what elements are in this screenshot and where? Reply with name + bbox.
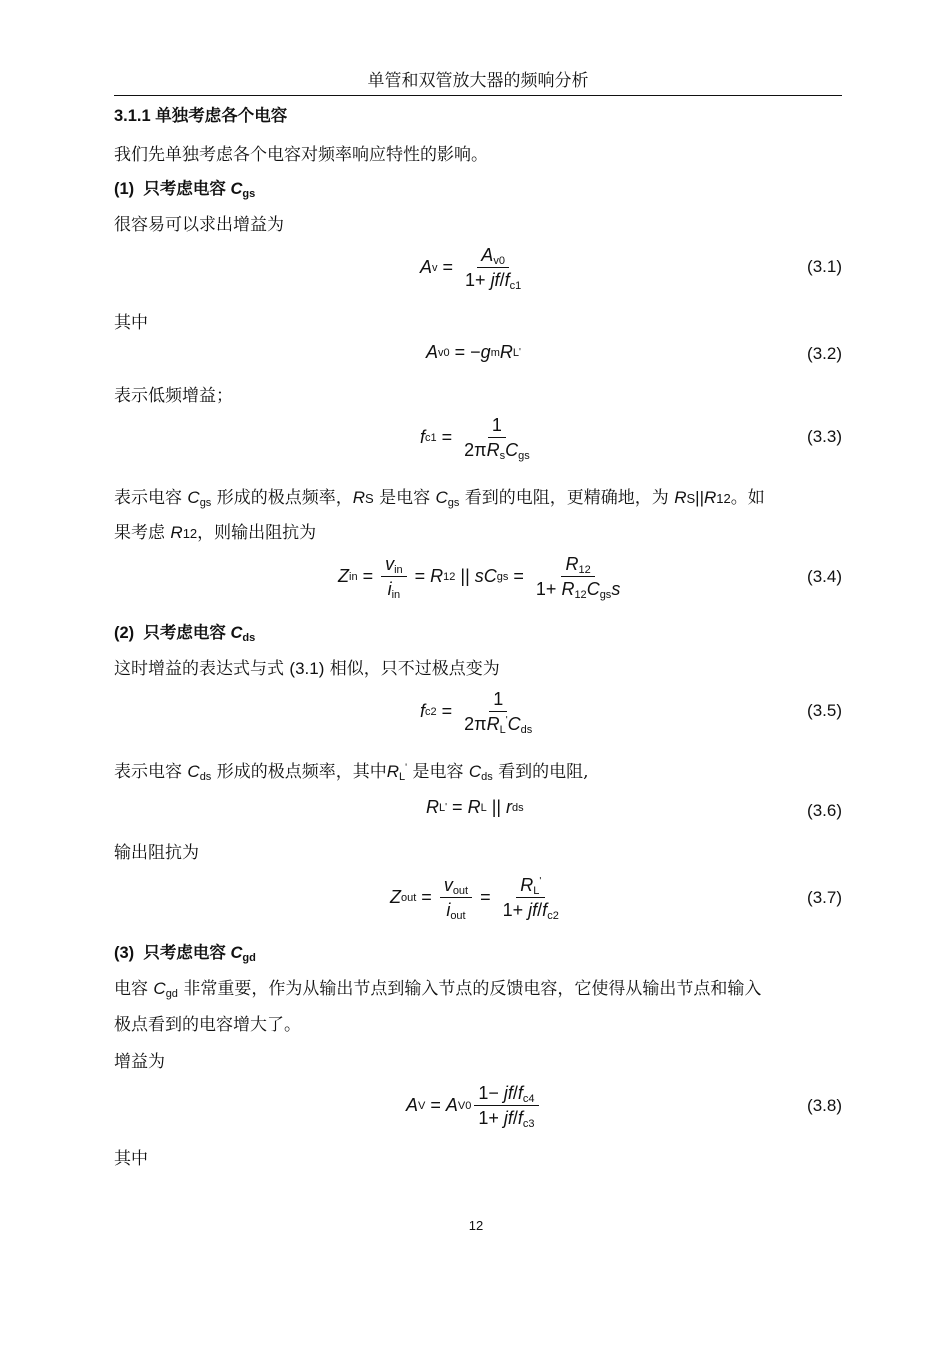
equation-3-4: Z in = $\frac{v_{in}}{i_{in}}$ = R 12 || sC gs = $\frac{R_{12}}{1+ R_{12}C_{gs}s}$ (3.4) bbox=[338, 554, 842, 601]
section-heading: 3.1.1 单独考虑各个电容 bbox=[114, 107, 288, 125]
equation-number: (3.2) bbox=[807, 344, 842, 363]
equation-number: (3.5) bbox=[807, 701, 842, 720]
pole1-paragraph-line2: 果考虑 R12，则输出阻抗为 bbox=[114, 523, 317, 543]
equation-number: (3.8) bbox=[807, 1096, 842, 1115]
equation-3-6: R L ' = R L || r ds (3.6) bbox=[426, 797, 842, 820]
where-text-2: 其中 bbox=[114, 1149, 148, 1169]
output-impedance-text: 输出阻抗为 bbox=[114, 843, 199, 863]
equation-3-2: A v0 = − g m R L ' (3.2) bbox=[426, 342, 842, 363]
equation-number: (3.1) bbox=[807, 257, 842, 276]
page-number: 12 bbox=[468, 1218, 484, 1233]
equation-3-3: f c1 = $\frac{1}{2\pi R_sC_{gs}}$ (3.3) bbox=[420, 415, 842, 462]
gain-intro-text: 很容易可以求出增益为 bbox=[114, 215, 284, 235]
equation-3-1: A v = $\frac{A_{v0}}{1+ jf/f_{c1}}$ (3.1) bbox=[420, 245, 842, 292]
where-text: 其中 bbox=[114, 313, 148, 333]
subsection-2-heading: (2) 只考虑电容 $C_{ds}$ bbox=[114, 624, 256, 644]
equation-3-8: A V = A V0 $\frac{1- jf/f_{c4}}{1+ jf/f_{c3}}$ (3.8) bbox=[406, 1083, 842, 1130]
subsection-3-heading: (3) 只考虑电容 $C_{gd}$ bbox=[114, 944, 256, 964]
pole1-paragraph-line1: 表示电容 $C_{gs}$ 形成的极点频率，RS 是电容 $C_{gs}$ 看到的电阻，更精确地，为 RS||R12。如 bbox=[114, 488, 765, 509]
equation-3-5: f c2 = $\frac{1}{2\pi R_L'C_{ds}}$ (3.5) bbox=[420, 689, 842, 736]
intro-paragraph: 我们先单独考虑各个电容对频率响应特性的影响。 bbox=[114, 145, 488, 165]
running-header: 单管和双管放大器的频响分析 bbox=[367, 71, 589, 91]
subsection-1-heading: (1) 只考虑电容 $C_{gs}$ bbox=[114, 180, 256, 200]
pole2-paragraph: 表示电容 $C_{ds}$ 形成的极点频率，其中$R_L'$ 是电容 $C_{ds}$ 看到的电阻, bbox=[114, 762, 589, 783]
equation-number: (3.6) bbox=[807, 801, 842, 820]
similar-expression-text: 这时增益的表达式与式 (3.1) 相似，只不过极点变为 bbox=[114, 659, 500, 679]
cgd-paragraph-line1: 电容 $C_{gd}$ 非常重要，作为从输出节点到输入节点的反馈电容，它使得从输出节点和输入 bbox=[114, 979, 762, 1000]
gain-text-2: 增益为 bbox=[114, 1052, 165, 1072]
equation-number: (3.4) bbox=[807, 567, 842, 586]
cgd-paragraph-line2: 极点看到的电容增大了。 bbox=[114, 1015, 301, 1035]
header-rule bbox=[114, 95, 842, 96]
equation-number: (3.3) bbox=[807, 427, 842, 446]
equation-number: (3.7) bbox=[807, 888, 842, 907]
low-gain-text: 表示低频增益； bbox=[114, 386, 233, 406]
equation-3-7: Z out = $\frac{v_{out}}{i_{out}}$ = $\frac{R_L'}{1+ jf/f_{c2}}$ (3.7) bbox=[390, 875, 842, 922]
